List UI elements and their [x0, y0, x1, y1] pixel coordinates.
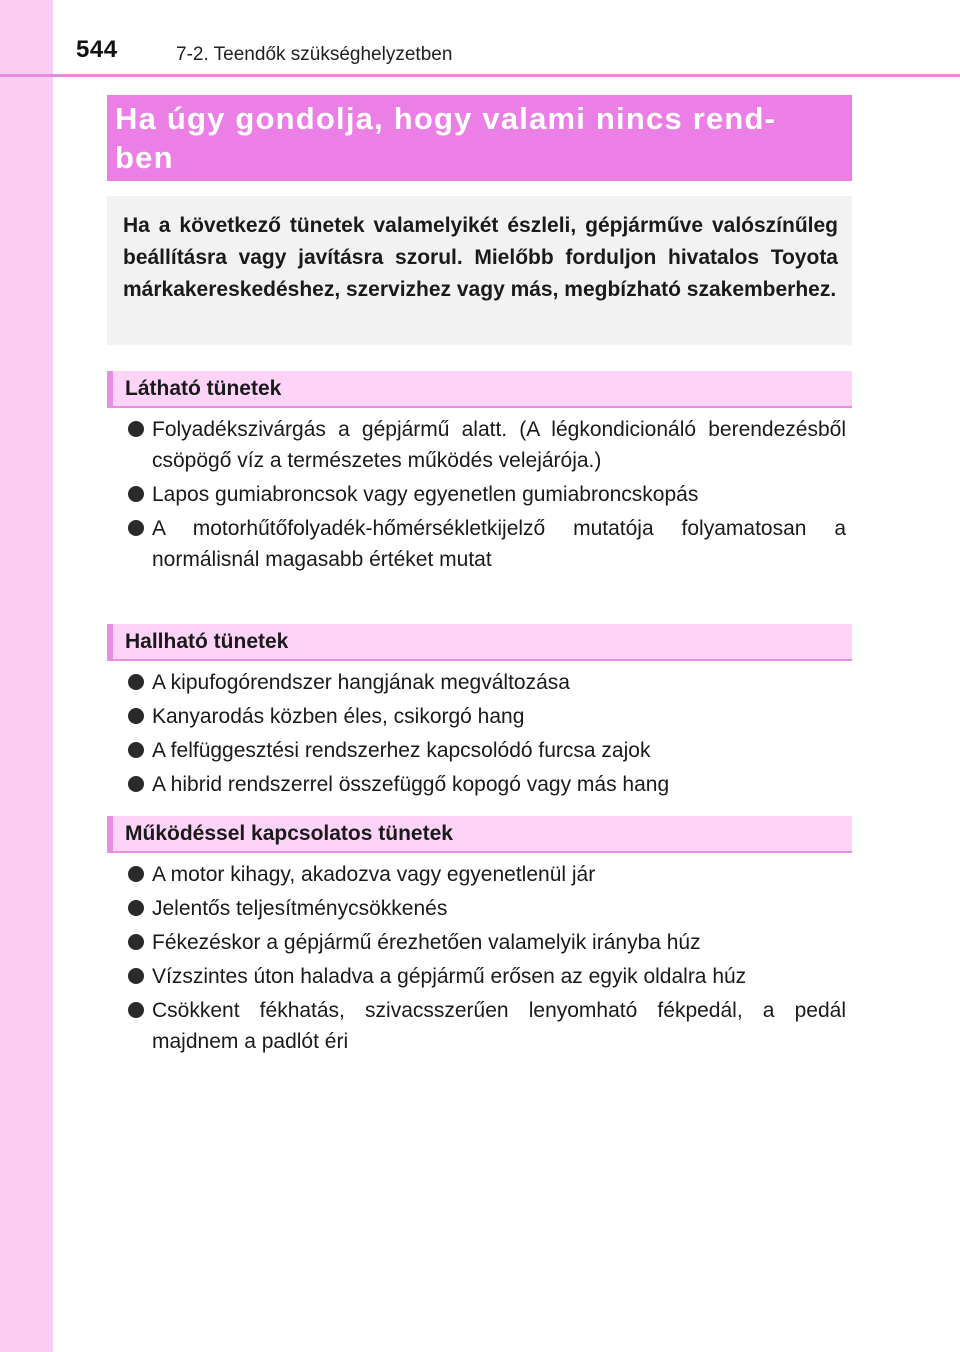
list-audible-symptoms: [128, 667, 846, 803]
list-item: [128, 701, 846, 732]
list-operational-symptoms: [128, 859, 846, 1060]
page-title-line-1: Ha úgy gondolja, hogy valami nincs rend-: [115, 101, 777, 136]
list-item-text: Csökkent fékhatás, szivacsszerűen lenyomható fékpedál, a pedál majdnem a padlót éri: [152, 999, 846, 1053]
list-item: [128, 735, 846, 766]
list-item: [128, 513, 846, 575]
heading-audible-symptoms: Hallható tünetek: [107, 624, 852, 661]
page-title-box: [107, 95, 852, 181]
list-item: [128, 859, 846, 890]
intro-box: [107, 196, 852, 345]
list-item-text: A motor kihagy, akadozva vagy egyenetlenül jár: [152, 863, 596, 886]
list-item: [128, 667, 846, 698]
bullet-dot-icon: [128, 776, 144, 792]
list-item-text: Folyadékszivárgás a gépjármű alatt. (A légkondicionáló berendezésből csöpögő víz a természetes működés velejárója.): [152, 418, 846, 472]
page-title-line-2: ben: [115, 140, 174, 175]
list-item-text: Kanyarodás közben éles, csikorgó hang: [152, 705, 525, 728]
bullet-dot-icon: [128, 421, 144, 437]
page-number: 544: [76, 36, 118, 63]
bullet-dot-icon: [128, 934, 144, 950]
section-reference: 7-2. Teendők szükséghelyzetben: [176, 44, 453, 65]
bullet-dot-icon: [128, 520, 144, 536]
list-item-text: Lapos gumiabroncsok vagy egyenetlen gumiabroncskopás: [152, 483, 699, 506]
list-item-text: A hibrid rendszerrel összefüggő kopogó vagy más hang: [152, 773, 670, 796]
intro-text: Ha a következő tünetek valamelyikét észleli, gépjárműve valószínűleg beállításra vagy javításra szorul. Mielőbb forduljon hivatalos Toyota márkakereskedéshez, szervizhez vagy más, megbízható szakemberhez.: [123, 214, 838, 301]
list-item: [128, 927, 846, 958]
list-item-text: Fékezéskor a gépjármű érezhetően valamelyik irányba húz: [152, 931, 701, 954]
heading-operational-symptoms: Működéssel kapcsolatos tünetek: [107, 816, 852, 853]
list-item-text: Vízszintes úton haladva a gépjármű erősen az egyik oldalra húz: [152, 965, 747, 988]
list-item-text: A felfüggesztési rendszerhez kapcsolódó furcsa zajok: [152, 739, 651, 762]
list-item: [128, 414, 846, 476]
header-rule: [0, 74, 960, 77]
list-item-text: A motorhűtőfolyadék-hőmérsékletkijelző mutatója folyamatosan a normálisnál magasabb értéket mutat: [152, 517, 846, 571]
list-item: [128, 961, 846, 992]
bullet-dot-icon: [128, 674, 144, 690]
list-visible-symptoms: [128, 414, 846, 578]
list-item-text: Jelentős teljesítménycsökkenés: [152, 897, 448, 920]
list-item: [128, 995, 846, 1057]
list-item: [128, 769, 846, 800]
list-item: [128, 893, 846, 924]
bullet-dot-icon: [128, 866, 144, 882]
list-item-text: A kipufogórendszer hangjának megváltozása: [152, 671, 570, 694]
list-item: [128, 479, 846, 510]
bullet-dot-icon: [128, 742, 144, 758]
heading-visible-symptoms: Látható tünetek: [107, 371, 852, 408]
bullet-dot-icon: [128, 968, 144, 984]
bullet-dot-icon: [128, 900, 144, 916]
bullet-dot-icon: [128, 708, 144, 724]
bullet-dot-icon: [128, 1002, 144, 1018]
bullet-dot-icon: [128, 486, 144, 502]
left-margin-band: [0, 0, 53, 1352]
